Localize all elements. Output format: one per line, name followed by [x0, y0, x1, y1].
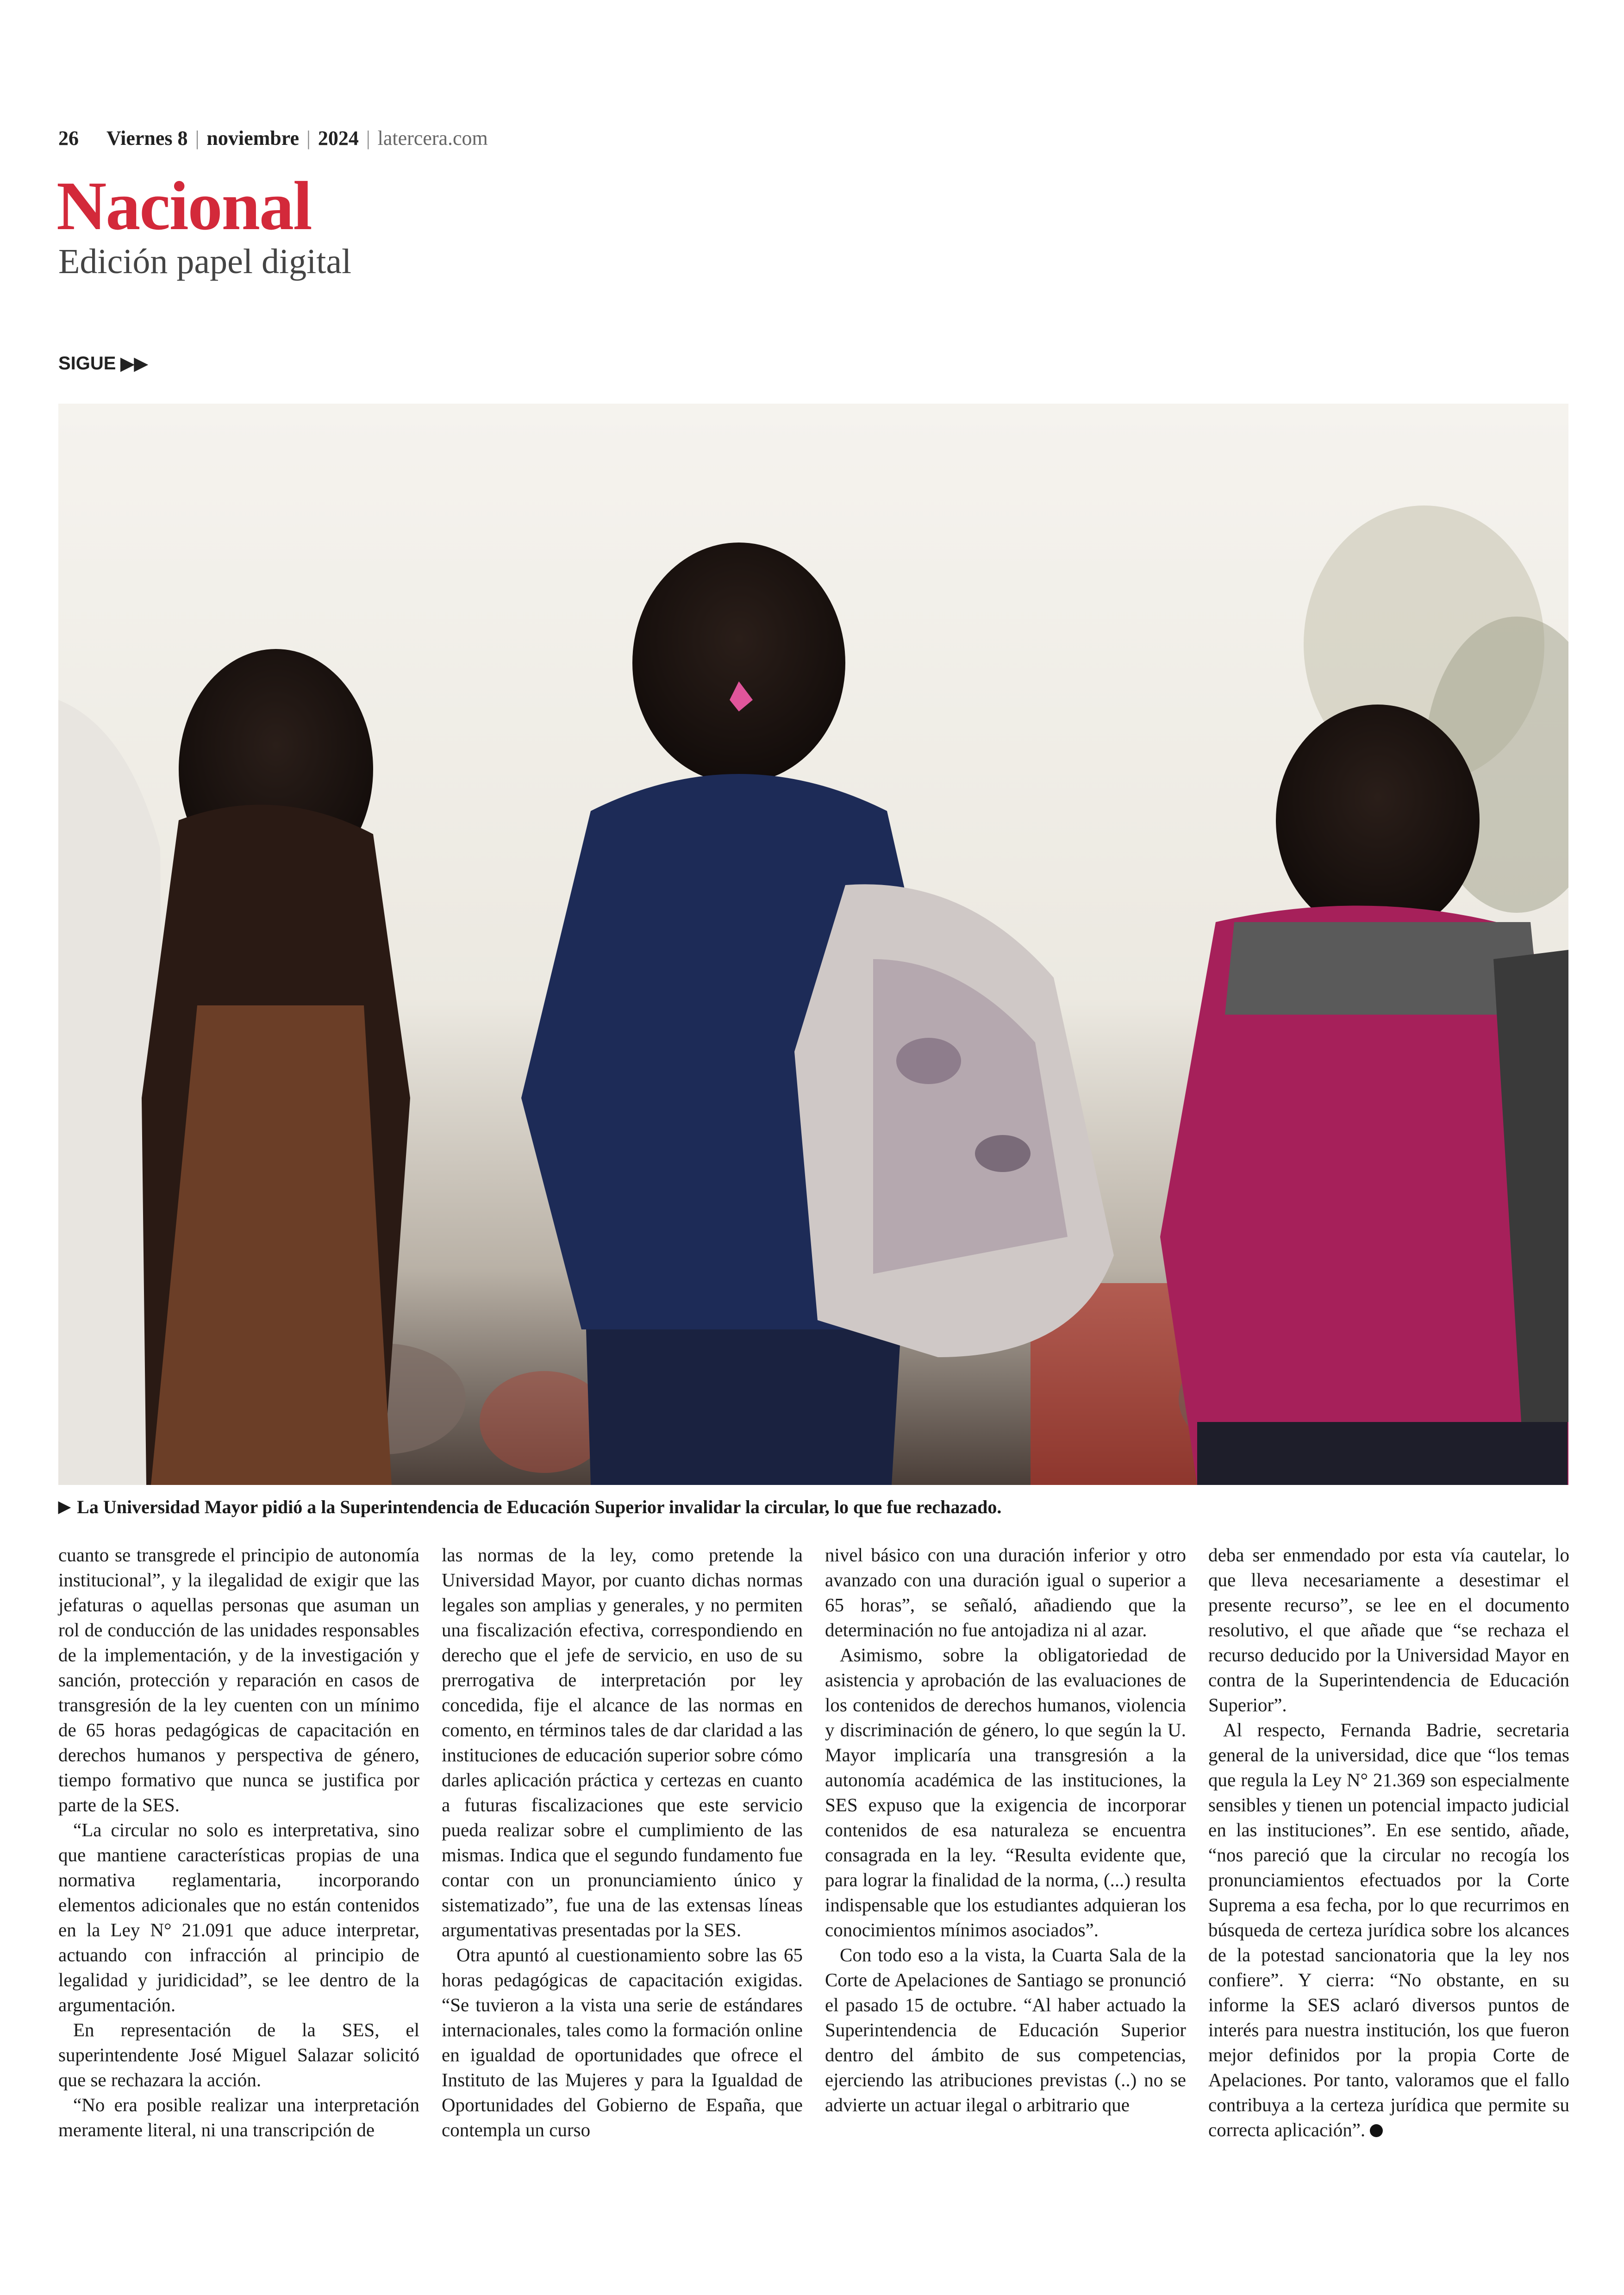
students-photo-illustration	[58, 404, 1568, 1485]
page-header	[58, 124, 488, 152]
end-of-article-dot-icon	[1370, 2124, 1383, 2137]
double-arrow-icon: ▶▶	[120, 354, 148, 374]
header-separator: |	[366, 126, 370, 150]
paragraph: nivel básico con una duración inferior y otro avanzado con una duración igual o superior a 65 horas”, se señaló, añadiendo que la determinación no fue antojadiza ni al azar.	[825, 1544, 1186, 1640]
caption-triangle-icon: ▶	[58, 1498, 71, 1515]
photo-caption	[58, 1491, 1568, 1523]
header-year: 2024	[318, 126, 359, 150]
paragraph: las normas de la ley, como pretende la Universidad Mayor, por cuanto dichas normas legales son amplias y generales, y no permiten una fiscalización efectiva, correspondiendo en derecho que el jefe de servicio, en uso de su prerrogativa de interpretación por ley concedida, fije el alcance de las normas en comento, en términos tales de dar claridad a las instituciones de educación superior sobre cómo darles aplicación práctica y certezas en cuanto a futuras fiscalizaciones que este servicio pueda realizar sobre el cumplimiento de las mismas. Indica que el segundo fundamento fue contar con un pronunciamiento único y sistematizado”, fue una de las extensas líneas argumentativas presentadas por la SES.	[442, 1544, 803, 1940]
paragraph: Otra apuntó al cuestionamiento sobre las 65 horas pedagógicas de capacitación exigidas. “Se tuvieron a la vista una serie de estándares internacionales, tales como la formación online en igualdad de oportunidades que ofrece el Instituto de las Mujeres y para la Igualdad de Oportunidades del Gobierno de España, que contempla un curso	[442, 1944, 803, 2140]
sigue-text: SIGUE	[58, 353, 116, 374]
header-separator: |	[306, 126, 311, 150]
article-column-3	[825, 1542, 1186, 2117]
paragraph: Con todo eso a la vista, la Cuarta Sala de la Corte de Apelaciones de Santiago se pronunció el pasado 15 de octubre. “Al haber actuado la Superintendencia de Educación Superior dentro del ámbito de sus competencias, ejerciendo las atribuciones previstas (..) no se advierte un actuar ilegal o arbitrario que	[825, 1944, 1186, 2115]
paragraph: En representación de la SES, el superintendente José Miguel Salazar solicitó que se rechazara la acción.	[58, 2019, 419, 2090]
paragraph: Asimismo, sobre la obligatoriedad de asistencia y aprobación de las evaluaciones de los contenidos de derechos humanos, violencia y discriminación de género, lo que según la U. Mayor implicaría una transgresión a la autonomía académica de las instituciones, la SES expuso que la exigencia de incorporar contenidos de esa naturaleza se encuentra consagrada en la ley. “Resulta evidente que, para lograr la finalidad de la norma, (...) resulta indispensable que los estudiantes adquieran los conocimientos mínimos asociados”.	[825, 1644, 1186, 1940]
caption-text: La Universidad Mayor pidió a la Superintendencia de Educación Superior invalidar la circular, lo que fue rechazado.	[77, 1496, 1002, 1517]
continues-label	[58, 349, 148, 377]
paragraph: cuanto se transgrede el principio de autonomía institucional”, y la ilegalidad de exigir que las jefaturas o aquellas personas que asuman un rol de conducción de las unidades responsables de la implementación, y de la investigación y sanción, protección y reparación en casos de transgresión de la ley cuenten con un mínimo de 65 horas pedagógicas de capacitación en derechos humanos y perspectiva de género, tiempo formativo que nunca se justifica por parte de la SES.	[58, 1544, 419, 1815]
paragraph: “La circular no solo es interpretativa, sino que mantiene características propias de una normativa reglamentaria, incorporando elementos adicionales que no están contenidos en la Ley N° 21.091 que aduce interpretar, actuando con infracción al principio de legalidad y juridicidad”, se lee dentro de la argumentación.	[58, 1819, 419, 2015]
page-number: 26	[58, 126, 79, 150]
article-column-2	[442, 1542, 803, 2142]
paragraph-last	[1208, 1717, 1569, 2142]
article-photo	[58, 404, 1568, 1485]
article-column-1	[58, 1542, 419, 2142]
paragraph: deba ser enmendado por esta vía cautelar, lo que lleva necesariamente a desestimar el presente recurso”, se lee en el documento resolutivo, el que añade que “se rechaza el recurso deducido por la Universidad Mayor en contra de la Superintendencia de Educación Superior”.	[1208, 1544, 1569, 1715]
section-title: Nacional	[56, 168, 312, 244]
article-column-4	[1208, 1542, 1569, 2142]
section-subtitle: Edición papel digital	[58, 242, 352, 281]
header-separator: |	[195, 126, 200, 150]
header-month: noviembre	[206, 126, 299, 150]
header-day: Viernes 8	[106, 126, 188, 150]
header-site-link[interactable]: latercera.com	[377, 126, 488, 150]
paragraph-text: Al respecto, Fernanda Badrie, secretaria general de la universidad, dice que “los temas que regula la Ley N° 21.369 son especialmente sensibles y tienen un potencial impacto judicial en las instituciones”. En ese sentido, añade, “nos pareció que la circular no recogía los pronunciamientos efectuados por la Corte Suprema a esa fecha, por lo que recurrimos en búsqueda de certeza jurídica sobre los alcances de la potestad sancionatoria que la ley nos confiere”. Y cierra: “No obstante, en su informe la SES aclaró diversos puntos de interés para nuestra institución, los que fueron mejor definidos por la propia Corte de Apelaciones. Por tanto, valoramos que el fallo contribuya a la certeza jurídica que permite su correcta aplicación”.	[1208, 1719, 1569, 2140]
paragraph: “No era posible realizar una interpretación meramente literal, ni una transcripción de	[58, 2094, 419, 2140]
